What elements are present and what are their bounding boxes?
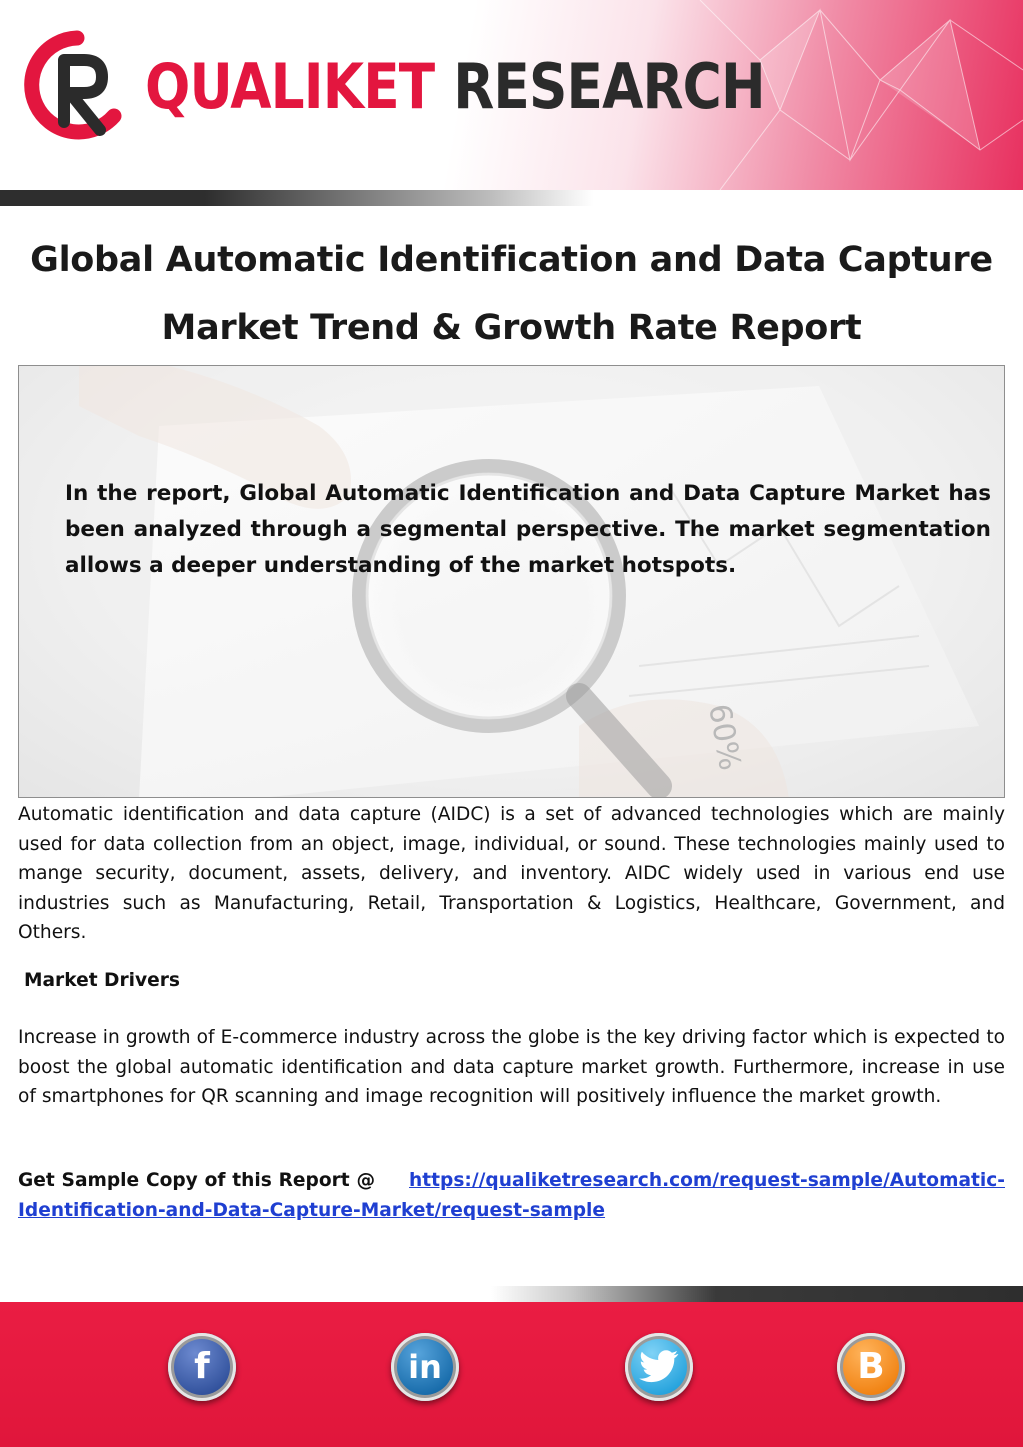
title-line-2: Market Trend & Growth Rate Report [161, 308, 862, 348]
sample-request-link[interactable]: https://qualiketresearch.com/request-sample/Automatic-Identification-and-Data-Capture-Market/request-sample [18, 1170, 1005, 1221]
header-divider [0, 190, 1023, 206]
linkedin-button[interactable] [391, 1333, 459, 1401]
twitter-button[interactable] [625, 1333, 693, 1401]
brand-name [145, 52, 765, 122]
qualiket-logo-icon [22, 30, 132, 140]
blogger-icon: B [857, 1346, 885, 1387]
market-drivers-paragraph: Increase in growth of E-commerce industry across the globe is the key driving factor which is expected to boost the global automatic identification and data capture market growth. Furthermore, increase in use of smartphones for QR scanning and image recognition will positively influence the market growth. [18, 1027, 1005, 1107]
sample-request [18, 1166, 1005, 1226]
intro-paragraph: Automatic identification and data capture (AIDC) is a set of advanced technologies which are mainly used for data collection from an object, image, individual, or sound. These technologies mainly used to mange security, document, assets, delivery, and inventory. AIDC widely used in various end use industries such as Manufacturing, Retail, Transportation & Logistics, Healthcare, Government, and Others. [18, 804, 1005, 943]
hero-image [18, 365, 1005, 798]
sample-label: Get Sample Copy of this Report @ [18, 1170, 376, 1191]
header-banner [0, 0, 1023, 190]
linkedin-icon: in [408, 1348, 442, 1386]
hero-summary-text: In the report, Global Automatic Identification and Data Capture Market has been analyzed through a segmental perspective. The market segmentation allows a deeper understanding of the market hotspots. [65, 481, 991, 578]
footer-divider [0, 1286, 1023, 1302]
facebook-button[interactable] [168, 1333, 236, 1401]
hero-percent-label: 60% [701, 701, 748, 774]
title-line-1: Global Automatic Identification and Data Capture [30, 240, 993, 280]
brand-word-qualiket: QUALIKET [145, 50, 435, 123]
brand-word-research: RESEARCH [453, 50, 765, 123]
twitter-icon [639, 1350, 679, 1384]
market-drivers-heading: Market Drivers [24, 970, 181, 991]
blogger-button[interactable] [837, 1333, 905, 1401]
page-title [30, 226, 993, 362]
facebook-icon: f [194, 1346, 210, 1387]
